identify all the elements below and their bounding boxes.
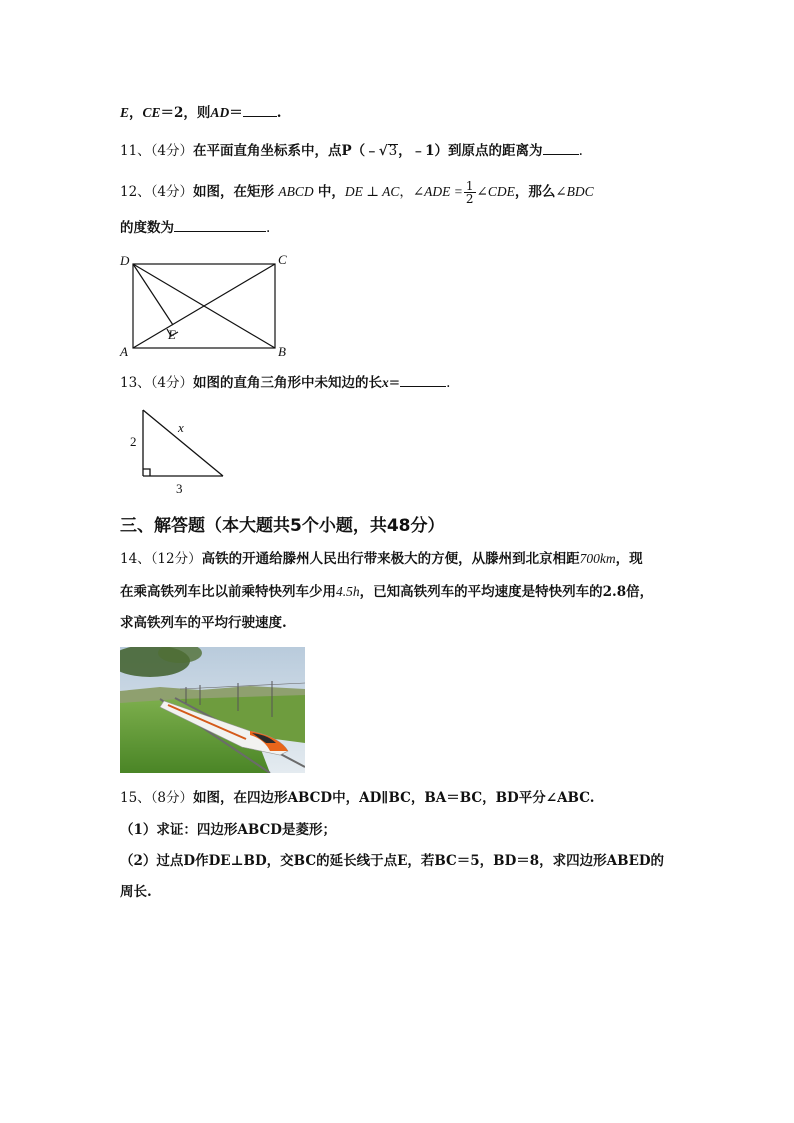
- question-11: 11、（4分）在平面直角坐标系中，点P（﹣√3，﹣1）到原点的距离为 .: [120, 140, 583, 161]
- question-14-cont2: 求高铁列车的平均行驶速度.: [120, 615, 287, 631]
- question-15: 15、（8分）如图，在四边形ABCD中，AD∥BC，BA＝BC，BD平分∠ABC.: [120, 790, 595, 806]
- question-15-part2: （2）过点D作DE⊥BD，交BC的延长线于点E，若BC＝5，BD＝8，求四边形ABED的: [120, 853, 665, 869]
- segment-de: [133, 264, 173, 325]
- answer-blank: [243, 102, 277, 117]
- question-13: 13、（4分）如图的直角三角形中未知边的长x= .: [120, 372, 450, 393]
- fraction: $\frac{1}{2}$: [465, 179, 474, 206]
- question-15-part2-cont: 周长.: [120, 884, 152, 900]
- label-c: C: [278, 252, 287, 267]
- train-photo: [120, 647, 305, 773]
- label-d: D: [120, 253, 130, 268]
- label-a: A: [120, 344, 128, 359]
- label-b: B: [278, 344, 286, 359]
- sqrt-radicand: 3: [388, 143, 398, 159]
- right-angle-mark: [143, 469, 150, 476]
- question-14: 14、（12分）高铁的开通给滕州人民出行带来极大的方便，从滕州到北京相距700km，现: [120, 551, 643, 567]
- answer-blank: [400, 372, 446, 387]
- answer-blank: [174, 217, 266, 232]
- question-12: 12、（4分）如图，在矩形 ABCD 中，DE ⊥ AC，∠ADE = $\frac{1}{2}$ ∠CDE，那么∠BDC: [120, 179, 594, 206]
- right-triangle-figure: [126, 402, 230, 496]
- rectangle-figure: [116, 252, 296, 360]
- label-e: E: [168, 327, 176, 342]
- answer-blank: [543, 140, 579, 155]
- question-12-cont: 的度数为 .: [120, 217, 270, 238]
- label-leg-3: 3: [176, 481, 183, 496]
- prev-question-tail: E，CE＝2，则AD＝ .: [120, 102, 281, 123]
- section-title: 三、解答题（本大题共5个小题，共48分）: [120, 516, 445, 536]
- label-hyp-x: x: [178, 420, 184, 435]
- question-15-part1: （1）求证：四边形ABCD是菱形；: [120, 822, 336, 838]
- label-leg-2: 2: [130, 434, 137, 449]
- question-14-cont1: 在乘高铁列车比以前乘特快列车少用4.5h，已知高铁列车的平均速度是特快列车的2.8倍，: [120, 584, 654, 600]
